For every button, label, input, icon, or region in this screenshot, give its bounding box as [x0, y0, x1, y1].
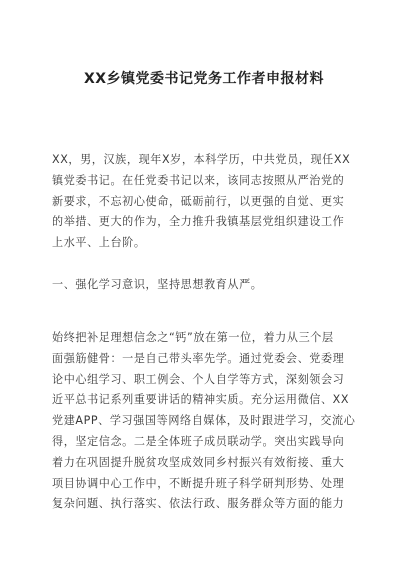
- paragraph-line: 党建APP、学习强国等网络自媒体，及时跟进学习，交流心: [52, 414, 356, 428]
- paragraph-line: 面强筋健骨：一是自己带头率先学。通过党委会、党委理: [52, 351, 345, 365]
- paragraph-line: 近平总书记系列重要讲话的精神实质。充分运用微信、XX: [52, 393, 350, 407]
- document-title: XX乡镇党委书记党务工作者申报材料: [83, 71, 325, 87]
- paragraph-line: XX，男，汉族，现年X岁，本科学历，中共党员，现任XX: [52, 153, 351, 166]
- section-heading: 一、强化学习意识，坚持思想教育从严。: [52, 278, 263, 291]
- paragraph-line: 的举措、更大的作为，全力推升我镇基层党组织建设工作: [52, 215, 345, 229]
- paragraph-line: 得，坚定信念。二是全体班子成员联动学。突出实践导向: [52, 434, 345, 448]
- paragraph-line: 项目协调中心工作中，不断提升班子科学研判形势、处理: [52, 476, 345, 490]
- paragraph-section1: [52, 328, 360, 515]
- paragraph-line: 镇党委书记。在任党委书记以来，该同志按照从严治党的: [52, 173, 345, 187]
- paragraph-line: 论中心组学习、职工例会、个人自学等方式，深刻领会习: [52, 372, 345, 386]
- paragraph-line: 始终把补足理想信念之“钙”放在第一位，着力从三个层: [52, 331, 334, 344]
- paragraph-intro: [52, 150, 360, 254]
- paragraph-line: 着力在巩固提升脱贫攻坚成效同乡村振兴有效衔接、重大: [52, 455, 345, 469]
- paragraph-line: 上水平、上台阶。: [52, 236, 146, 250]
- paragraph-line: 复杂问题、执行落实、依法行政、服务群众等方面的能力: [52, 497, 345, 511]
- paragraph-line: 新要求，不忘初心使命，砥砺前行，以更强的自觉、更实: [52, 194, 345, 208]
